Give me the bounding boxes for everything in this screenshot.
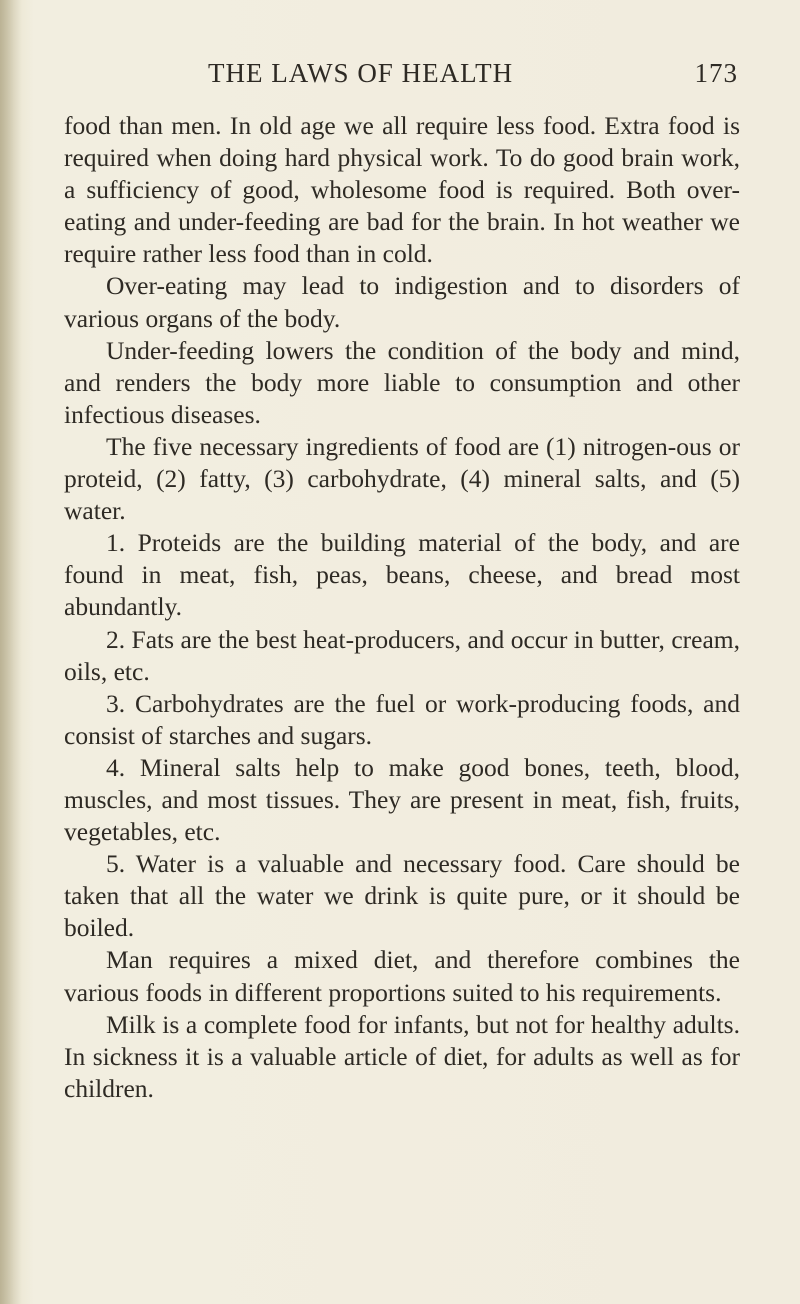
paragraph-mixed-diet: Man requires a mixed diet, and therefore combines the various foods in different proportions suited to his requirements. (64, 945, 740, 1007)
list-item-water: 5. Water is a valuable and necessary food. Care should be taken that all the water we drink is quite pure, or it should be boiled. (64, 849, 740, 943)
running-header (208, 58, 738, 94)
body-text (64, 110, 740, 1105)
page-number: 173 (694, 58, 738, 88)
paragraph-milk: Milk is a complete food for infants, but not for healthy adults. In sickness it is a valuable article of diet, for adults as well as for children. (64, 1009, 740, 1103)
list-item-proteids: 1. Proteids are the building material of the body, and are found in meat, fish, peas, beans, cheese, and bread most abundantly. (64, 528, 740, 622)
running-title: THE LAWS OF HEALTH (208, 58, 514, 88)
list-item-fats: 2. Fats are the best heat-producers, and occur in butter, cream, oils, etc. (64, 624, 740, 686)
paragraph-five-ingredients: The five necessary ingredients of food are (1) nitrogen-ous or proteid, (2) fatty, (3) carbohydrate, (4) mineral salts, and (5) water. (64, 431, 740, 526)
list-item-mineral-salts: 4. Mineral salts help to make good bones, teeth, blood, muscles, and most tissues. They are present in meat, fish, fruits, vegetables, etc. (64, 752, 740, 847)
paragraph-over-eating: Over-eating may lead to indigestion and to disorders of various organs of the body. (64, 271, 740, 333)
paragraph-under-feeding: Under-feeding lowers the condition of the body and mind, and renders the body more liable to consumption and other infectious diseases. (64, 335, 740, 429)
page-gutter-shadow (0, 0, 22, 1304)
list-item-carbohydrates: 3. Carbohydrates are the fuel or work-producing foods, and consist of starches and sugars. (64, 688, 740, 750)
paragraph-continued: food than men. In old age we all require less food. Extra food is required when doing hard physical work. To do good brain work, a sufficiency of good, wholesome food is required. Both over-eating and under-feeding are bad for the brain. In hot weather we require rather less food than in cold. (64, 111, 740, 269)
